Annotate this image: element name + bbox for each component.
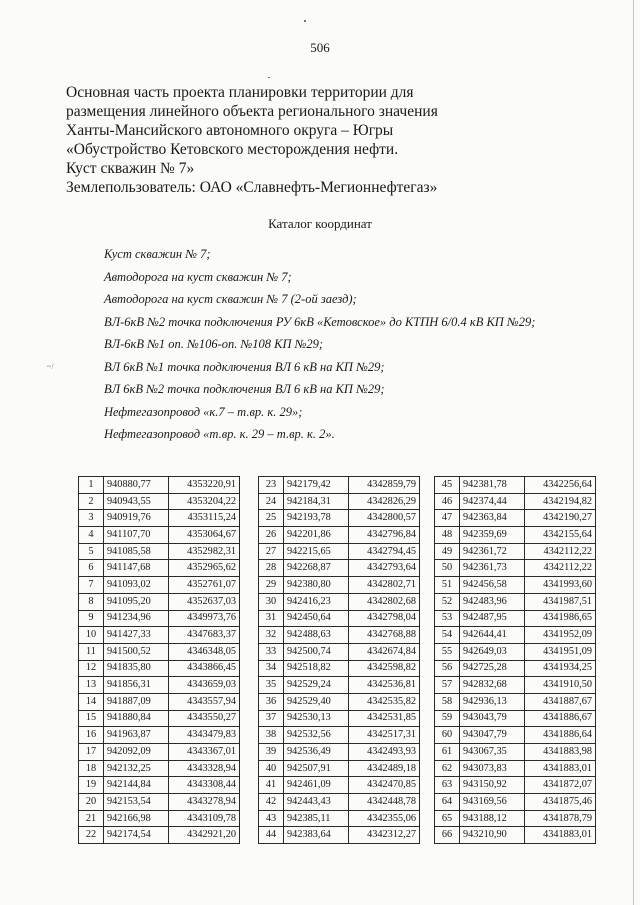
title-line: «Обустройство Кетовского месторождения нефти. (66, 141, 399, 158)
y-coordinate-cell: 4342802,71 (349, 577, 420, 594)
y-coordinate-cell: 4342859,79 (349, 477, 420, 494)
y-coordinate-cell: 4341883,01 (525, 827, 596, 844)
y-coordinate-cell: 4343278,94 (169, 794, 240, 811)
point-number-cell: 59 (435, 710, 460, 727)
x-coordinate-cell: 941856,31 (104, 677, 169, 694)
table-row (435, 493, 596, 510)
table-row (259, 593, 420, 610)
point-number-cell: 14 (79, 693, 104, 710)
y-coordinate-cell: 4341986,65 (525, 610, 596, 627)
title-line: Ханты-Мансийского автономного округа – Югры (66, 122, 394, 139)
x-coordinate-cell: 942649,03 (460, 643, 525, 660)
title-line: Основная часть проекта планировки территории для (66, 84, 414, 101)
x-coordinate-cell: 942488,63 (284, 627, 349, 644)
point-number-cell: 13 (79, 677, 104, 694)
y-coordinate-cell: 4352965,62 (169, 560, 240, 577)
x-coordinate-cell: 941147,68 (104, 560, 169, 577)
table-row (79, 744, 240, 761)
point-number-cell: 17 (79, 744, 104, 761)
object-item: ВЛ-6кВ №2 точка подключения РУ 6кВ «Кетовское» до КТПН 6/0.4 кВ КП №29; (104, 314, 536, 329)
object-item: Автодорога на куст скважин № 7; (104, 269, 292, 284)
x-coordinate-cell: 941093,02 (104, 577, 169, 594)
title-line: Куст скважин № 7» (66, 160, 195, 177)
y-coordinate-cell: 4342493,93 (349, 744, 420, 761)
x-coordinate-cell: 943210,90 (460, 827, 525, 844)
x-coordinate-cell: 942268,87 (284, 560, 349, 577)
x-coordinate-cell: 942529,24 (284, 677, 349, 694)
table-row (435, 794, 596, 811)
y-coordinate-cell: 4342470,85 (349, 777, 420, 794)
table-row (435, 760, 596, 777)
x-coordinate-cell: 942174,54 (104, 827, 169, 844)
y-coordinate-cell: 4341886,67 (525, 710, 596, 727)
point-number-cell: 4 (79, 527, 104, 544)
point-number-cell: 33 (259, 643, 284, 660)
table-row (79, 693, 240, 710)
objects-list (104, 243, 604, 446)
x-coordinate-cell: 942132,25 (104, 760, 169, 777)
table-row (259, 543, 420, 560)
y-coordinate-cell: 4353115,24 (169, 510, 240, 527)
y-coordinate-cell: 4342489,18 (349, 760, 420, 777)
point-number-cell: 15 (79, 710, 104, 727)
table-row (259, 777, 420, 794)
x-coordinate-cell: 941887,09 (104, 693, 169, 710)
x-coordinate-cell: 941085,58 (104, 543, 169, 560)
point-number-cell: 31 (259, 610, 284, 627)
point-number-cell: 37 (259, 710, 284, 727)
table-row (79, 727, 240, 744)
point-number-cell: 3 (79, 510, 104, 527)
point-number-cell: 41 (259, 777, 284, 794)
point-number-cell: 1 (79, 477, 104, 494)
table-row (435, 527, 596, 544)
table-row (259, 810, 420, 827)
page-number: 506 (310, 40, 330, 55)
y-coordinate-cell: 4342800,57 (349, 510, 420, 527)
point-number-cell: 35 (259, 677, 284, 694)
point-number-cell: 7 (79, 577, 104, 594)
x-coordinate-cell: 942461,09 (284, 777, 349, 794)
table-row (435, 677, 596, 694)
table-row (435, 693, 596, 710)
x-coordinate-cell: 942832,68 (460, 677, 525, 694)
x-coordinate-cell: 942359,69 (460, 527, 525, 544)
table-row (259, 760, 420, 777)
point-number-cell: 2 (79, 493, 104, 510)
table-row (259, 610, 420, 627)
y-coordinate-cell: 4342768,88 (349, 627, 420, 644)
point-number-cell: 23 (259, 477, 284, 494)
margin-mark: ~/ (47, 362, 54, 371)
point-number-cell: 6 (79, 560, 104, 577)
point-number-cell: 60 (435, 727, 460, 744)
y-coordinate-cell: 4343328,94 (169, 760, 240, 777)
table-row (259, 677, 420, 694)
y-coordinate-cell: 4342112,22 (525, 543, 596, 560)
point-number-cell: 8 (79, 593, 104, 610)
x-coordinate-cell: 942518,82 (284, 660, 349, 677)
table-row (79, 810, 240, 827)
y-coordinate-cell: 4343367,01 (169, 744, 240, 761)
table-row (79, 643, 240, 660)
point-number-cell: 44 (259, 827, 284, 844)
y-coordinate-cell: 4342921,20 (169, 827, 240, 844)
x-coordinate-cell: 941835,80 (104, 660, 169, 677)
catalog-heading: Каталог координат (268, 216, 372, 231)
point-number-cell: 54 (435, 627, 460, 644)
x-coordinate-cell: 942487,95 (460, 610, 525, 627)
x-coordinate-cell: 941095,20 (104, 593, 169, 610)
table-row (79, 777, 240, 794)
y-coordinate-cell: 4342802,68 (349, 593, 420, 610)
y-coordinate-cell: 4342112,22 (525, 560, 596, 577)
x-coordinate-cell: 942725,28 (460, 660, 525, 677)
x-coordinate-cell: 940880,77 (104, 477, 169, 494)
x-coordinate-cell: 942363,84 (460, 510, 525, 527)
x-coordinate-cell: 941500,52 (104, 643, 169, 660)
table-row (79, 660, 240, 677)
y-coordinate-cell: 4352761,07 (169, 577, 240, 594)
table-row (79, 710, 240, 727)
y-coordinate-cell: 4342598,82 (349, 660, 420, 677)
y-coordinate-cell: 4343550,27 (169, 710, 240, 727)
x-coordinate-cell: 942092,09 (104, 744, 169, 761)
point-number-cell: 56 (435, 660, 460, 677)
y-coordinate-cell: 4342535,82 (349, 693, 420, 710)
table-row (79, 760, 240, 777)
x-coordinate-cell: 943067,35 (460, 744, 525, 761)
x-coordinate-cell: 942166,98 (104, 810, 169, 827)
y-coordinate-cell: 4341993,60 (525, 577, 596, 594)
x-coordinate-cell: 942532,56 (284, 727, 349, 744)
x-coordinate-cell: 942361,72 (460, 543, 525, 560)
object-item: Автодорога на куст скважин № 7 (2-ой заезд); (104, 292, 357, 306)
table-row (79, 794, 240, 811)
x-coordinate-cell: 942144,84 (104, 777, 169, 794)
point-number-cell: 24 (259, 493, 284, 510)
y-coordinate-cell: 4341883,98 (525, 744, 596, 761)
object-item: ВЛ 6кВ №2 точка подключения ВЛ 6 кВ на КП №29; (104, 382, 385, 396)
coordinate-table (258, 476, 420, 844)
y-coordinate-cell: 4342531,85 (349, 710, 420, 727)
y-coordinate-cell: 4353064,67 (169, 527, 240, 544)
point-number-cell: 50 (435, 560, 460, 577)
table-row (259, 660, 420, 677)
object-item: ВЛ-6кВ №1 оп. №106-оп. №108 КП №29; (104, 337, 324, 351)
y-coordinate-cell: 4341883,01 (525, 760, 596, 777)
y-coordinate-cell: 4343659,03 (169, 677, 240, 694)
x-coordinate-cell: 942374,44 (460, 493, 525, 510)
x-coordinate-cell: 942361,73 (460, 560, 525, 577)
table-row (79, 593, 240, 610)
y-coordinate-cell: 4341872,07 (525, 777, 596, 794)
table-row (259, 560, 420, 577)
point-number-cell: 58 (435, 693, 460, 710)
point-number-cell: 18 (79, 760, 104, 777)
x-coordinate-cell: 942193,78 (284, 510, 349, 527)
y-coordinate-cell: 4342256,64 (525, 477, 596, 494)
point-number-cell: 51 (435, 577, 460, 594)
point-number-cell: 64 (435, 794, 460, 811)
table-row (435, 727, 596, 744)
table-row (79, 510, 240, 527)
table-row (435, 543, 596, 560)
coordinate-table (434, 476, 596, 844)
point-number-cell: 28 (259, 560, 284, 577)
x-coordinate-cell: 943169,56 (460, 794, 525, 811)
point-number-cell: 5 (79, 543, 104, 560)
point-number-cell: 48 (435, 527, 460, 544)
table-row (435, 510, 596, 527)
table-row (259, 493, 420, 510)
document-title (66, 83, 586, 197)
y-coordinate-cell: 4342448,78 (349, 794, 420, 811)
y-coordinate-cell: 4343109,78 (169, 810, 240, 827)
y-coordinate-cell: 4346348,05 (169, 643, 240, 660)
y-coordinate-cell: 4341951,09 (525, 643, 596, 660)
point-number-cell: 12 (79, 660, 104, 677)
table-row (79, 577, 240, 594)
point-number-cell: 39 (259, 744, 284, 761)
point-number-cell: 22 (79, 827, 104, 844)
point-number-cell: 65 (435, 810, 460, 827)
point-number-cell: 20 (79, 794, 104, 811)
table-row (435, 477, 596, 494)
point-number-cell: 53 (435, 610, 460, 627)
x-coordinate-cell: 943150,92 (460, 777, 525, 794)
table-row (79, 610, 240, 627)
table-row (435, 777, 596, 794)
x-coordinate-cell: 942483,96 (460, 593, 525, 610)
y-coordinate-cell: 4342312,27 (349, 827, 420, 844)
point-number-cell: 11 (79, 643, 104, 660)
point-number-cell: 63 (435, 777, 460, 794)
point-number-cell: 46 (435, 493, 460, 510)
point-number-cell: 62 (435, 760, 460, 777)
table-row (259, 827, 420, 844)
table-row (79, 493, 240, 510)
point-number-cell: 57 (435, 677, 460, 694)
table-row (435, 744, 596, 761)
y-coordinate-cell: 4342355,06 (349, 810, 420, 827)
y-coordinate-cell: 4341878,79 (525, 810, 596, 827)
y-coordinate-cell: 4341934,25 (525, 660, 596, 677)
table-row (435, 643, 596, 660)
table-row (259, 744, 420, 761)
point-number-cell: 42 (259, 794, 284, 811)
x-coordinate-cell: 942416,23 (284, 593, 349, 610)
x-coordinate-cell: 942644,41 (460, 627, 525, 644)
point-number-cell: 21 (79, 810, 104, 827)
table-row (435, 593, 596, 610)
land-user-line: Землепользователь: ОАО «Славнефть-Мегионнефтегаз» (66, 179, 438, 196)
point-number-cell: 27 (259, 543, 284, 560)
y-coordinate-cell: 4343479,83 (169, 727, 240, 744)
y-coordinate-cell: 4341952,09 (525, 627, 596, 644)
table-row (435, 810, 596, 827)
coordinate-table (78, 476, 240, 844)
table-row (79, 827, 240, 844)
point-number-cell: 10 (79, 627, 104, 644)
y-coordinate-cell: 4353220,91 (169, 477, 240, 494)
page-edge-line (633, 0, 634, 905)
y-coordinate-cell: 4341875,46 (525, 794, 596, 811)
point-number-cell: 19 (79, 777, 104, 794)
point-number-cell: 34 (259, 660, 284, 677)
x-coordinate-cell: 943188,12 (460, 810, 525, 827)
table-row (435, 827, 596, 844)
table-row (435, 627, 596, 644)
x-coordinate-cell: 942443,43 (284, 794, 349, 811)
table-row (79, 627, 240, 644)
table-row (259, 643, 420, 660)
point-number-cell: 36 (259, 693, 284, 710)
point-number-cell: 32 (259, 627, 284, 644)
x-coordinate-cell: 941427,33 (104, 627, 169, 644)
y-coordinate-cell: 4341987,51 (525, 593, 596, 610)
point-number-cell: 66 (435, 827, 460, 844)
table-row (435, 560, 596, 577)
point-number-cell: 30 (259, 593, 284, 610)
table-row (79, 527, 240, 544)
table-row (259, 510, 420, 527)
x-coordinate-cell: 942500,74 (284, 643, 349, 660)
point-number-cell: 49 (435, 543, 460, 560)
table-row (435, 660, 596, 677)
x-coordinate-cell: 941880,84 (104, 710, 169, 727)
object-item: Нефтегазопровод «к.7 – т.вр. к. 29»; (104, 404, 303, 419)
point-number-cell: 38 (259, 727, 284, 744)
x-coordinate-cell: 942201,86 (284, 527, 349, 544)
table-row (259, 727, 420, 744)
title-line: размещения линейного объекта регионального значения (66, 103, 438, 120)
y-coordinate-cell: 4343557,94 (169, 693, 240, 710)
point-number-cell: 40 (259, 760, 284, 777)
y-coordinate-cell: 4343308,44 (169, 777, 240, 794)
table-row (259, 794, 420, 811)
x-coordinate-cell: 942215,65 (284, 543, 349, 560)
y-coordinate-cell: 4341887,67 (525, 693, 596, 710)
y-coordinate-cell: 4349973,76 (169, 610, 240, 627)
x-coordinate-cell: 942936,13 (460, 693, 525, 710)
y-coordinate-cell: 4341910,50 (525, 677, 596, 694)
x-coordinate-cell: 942507,91 (284, 760, 349, 777)
table-row (435, 610, 596, 627)
y-coordinate-cell: 4342793,64 (349, 560, 420, 577)
point-number-cell: 16 (79, 727, 104, 744)
x-coordinate-cell: 942184,31 (284, 493, 349, 510)
point-number-cell: 26 (259, 527, 284, 544)
x-coordinate-cell: 942179,42 (284, 477, 349, 494)
point-number-cell: 52 (435, 593, 460, 610)
y-coordinate-cell: 4352982,31 (169, 543, 240, 560)
table-row (79, 543, 240, 560)
x-coordinate-cell: 942381,78 (460, 477, 525, 494)
point-number-cell: 29 (259, 577, 284, 594)
object-item: Нефтегазопровод «т.вр. к. 29 – т.вр. к. 2». (104, 427, 335, 441)
point-number-cell: 55 (435, 643, 460, 660)
point-number-cell: 45 (435, 477, 460, 494)
x-coordinate-cell: 943047,79 (460, 727, 525, 744)
x-coordinate-cell: 943043,79 (460, 710, 525, 727)
y-coordinate-cell: 4342794,45 (349, 543, 420, 560)
table-row (79, 677, 240, 694)
table-row (259, 577, 420, 594)
table-row (259, 477, 420, 494)
y-coordinate-cell: 4342194,82 (525, 493, 596, 510)
table-row (259, 693, 420, 710)
y-coordinate-cell: 4353204,22 (169, 493, 240, 510)
x-coordinate-cell: 942530,13 (284, 710, 349, 727)
y-coordinate-cell: 4341886,64 (525, 727, 596, 744)
y-coordinate-cell: 4342826,29 (349, 493, 420, 510)
x-coordinate-cell: 942383,64 (284, 827, 349, 844)
y-coordinate-cell: 4347683,37 (169, 627, 240, 644)
y-coordinate-cell: 4342798,04 (349, 610, 420, 627)
scan-speck (268, 77, 270, 78)
table-row (435, 710, 596, 727)
table-row (259, 627, 420, 644)
x-coordinate-cell: 942529,40 (284, 693, 349, 710)
y-coordinate-cell: 4342796,84 (349, 527, 420, 544)
y-coordinate-cell: 4342155,64 (525, 527, 596, 544)
x-coordinate-cell: 942385,11 (284, 810, 349, 827)
x-coordinate-cell: 943073,83 (460, 760, 525, 777)
x-coordinate-cell: 941107,70 (104, 527, 169, 544)
y-coordinate-cell: 4342517,31 (349, 727, 420, 744)
x-coordinate-cell: 942450,64 (284, 610, 349, 627)
point-number-cell: 25 (259, 510, 284, 527)
y-coordinate-cell: 4352637,03 (169, 593, 240, 610)
y-coordinate-cell: 4342674,84 (349, 643, 420, 660)
y-coordinate-cell: 4342190,27 (525, 510, 596, 527)
table-row (259, 527, 420, 544)
object-item: Куст скважин № 7; (104, 247, 211, 261)
x-coordinate-cell: 942380,80 (284, 577, 349, 594)
scan-speck (304, 20, 306, 22)
point-number-cell: 9 (79, 610, 104, 627)
x-coordinate-cell: 941963,87 (104, 727, 169, 744)
x-coordinate-cell: 942536,49 (284, 744, 349, 761)
x-coordinate-cell: 942456,58 (460, 577, 525, 594)
table-row (79, 477, 240, 494)
x-coordinate-cell: 940919,76 (104, 510, 169, 527)
x-coordinate-cell: 941234,96 (104, 610, 169, 627)
table-row (435, 577, 596, 594)
x-coordinate-cell: 940943,55 (104, 493, 169, 510)
y-coordinate-cell: 4342536,81 (349, 677, 420, 694)
point-number-cell: 47 (435, 510, 460, 527)
point-number-cell: 43 (259, 810, 284, 827)
table-row (259, 710, 420, 727)
y-coordinate-cell: 4343866,45 (169, 660, 240, 677)
point-number-cell: 61 (435, 744, 460, 761)
x-coordinate-cell: 942153,54 (104, 794, 169, 811)
object-item: ВЛ 6кВ №1 точка подключения ВЛ 6 кВ на КП №29; (104, 359, 385, 374)
table-row (79, 560, 240, 577)
